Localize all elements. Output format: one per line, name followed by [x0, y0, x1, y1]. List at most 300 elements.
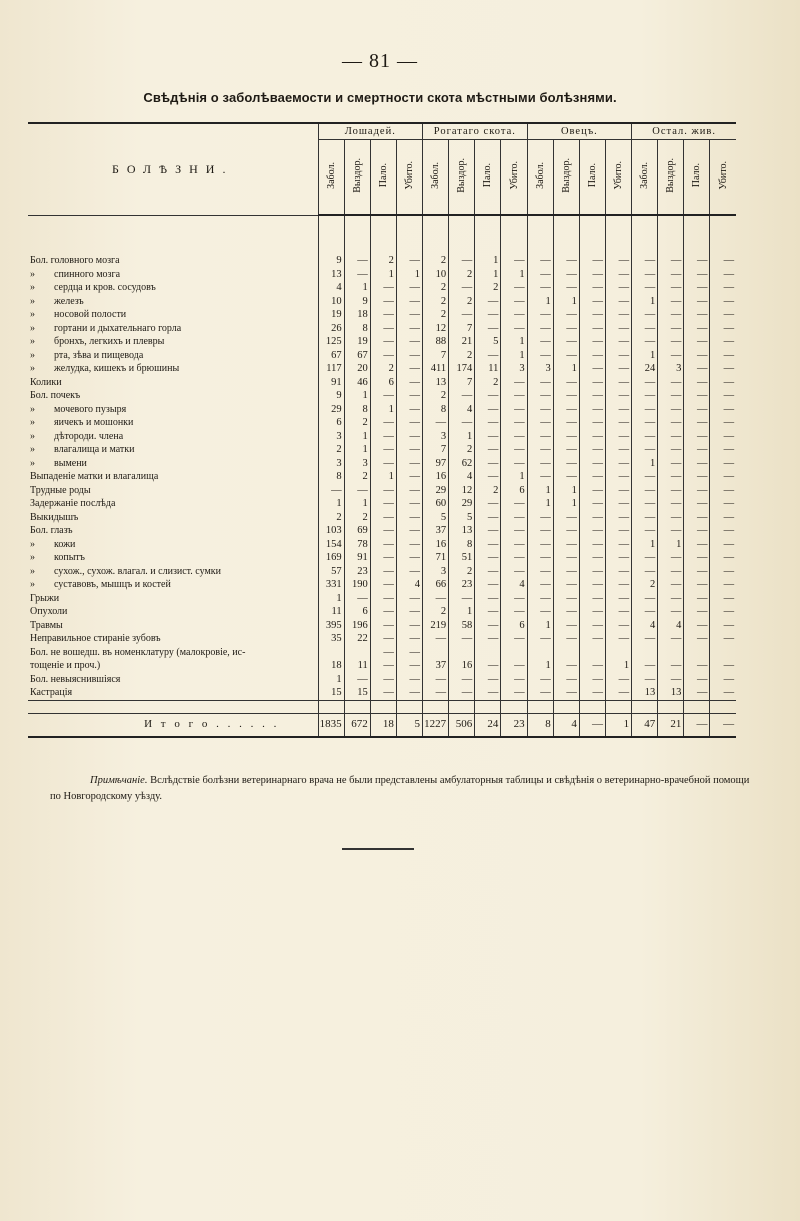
disease-name: Задержаніе послѣда — [30, 498, 116, 509]
sub-header — [579, 140, 605, 216]
value-cell: 18 — [318, 659, 344, 673]
disease-name-cell — [28, 362, 318, 376]
value-cell: — — [553, 578, 579, 592]
value-cell — [658, 646, 684, 660]
value-cell: — — [449, 673, 475, 687]
value-cell: — — [475, 403, 501, 417]
total-value-cell: 1835 — [318, 713, 344, 737]
value-cell: — — [710, 551, 736, 565]
table-row — [28, 254, 736, 268]
value-cell: 2 — [344, 470, 370, 484]
value-cell: — — [501, 254, 527, 268]
value-cell: — — [475, 538, 501, 552]
value-cell: — — [553, 592, 579, 606]
disease-name-cell — [28, 268, 318, 282]
ditto-mark: » — [30, 417, 35, 428]
ditto-mark: » — [30, 322, 35, 334]
value-cell: — — [658, 443, 684, 457]
value-cell: — — [423, 686, 449, 700]
total-value-cell: 1 — [605, 713, 631, 737]
sub-header — [423, 140, 449, 216]
value-cell: — — [475, 632, 501, 646]
value-cell: — — [579, 362, 605, 376]
value-cell: — — [605, 686, 631, 700]
sub-header — [449, 140, 475, 216]
value-cell: — — [684, 511, 710, 525]
value-cell: — — [449, 632, 475, 646]
value-cell: 196 — [344, 619, 370, 633]
value-cell: — — [579, 403, 605, 417]
value-cell: 1 — [527, 295, 553, 309]
value-cell: — — [710, 673, 736, 687]
value-cell — [684, 646, 710, 660]
table-row — [28, 565, 736, 579]
value-cell: — — [684, 524, 710, 538]
value-cell: 169 — [318, 551, 344, 565]
value-cell: 13 — [423, 376, 449, 390]
disease-name-cell — [28, 403, 318, 417]
value-cell: — — [553, 470, 579, 484]
value-cell: — — [710, 389, 736, 403]
value-cell — [710, 646, 736, 660]
value-cell: — — [449, 592, 475, 606]
value-cell: — — [423, 416, 449, 430]
value-cell: 16 — [423, 470, 449, 484]
value-cell: — — [553, 538, 579, 552]
value-cell: — — [632, 511, 658, 525]
sub-header-label: Пало. — [377, 163, 389, 188]
value-cell: 1 — [658, 538, 684, 552]
value-cell: — — [370, 659, 396, 673]
value-cell: 13 — [632, 686, 658, 700]
value-cell: — — [710, 659, 736, 673]
value-cell: — — [396, 457, 422, 471]
value-cell: — — [396, 403, 422, 417]
sub-header-label: Забол. — [534, 162, 546, 189]
ditto-mark: » — [30, 552, 35, 563]
value-cell: 1 — [370, 403, 396, 417]
table-row — [28, 281, 736, 295]
value-cell: 154 — [318, 538, 344, 552]
value-cell: 2 — [423, 308, 449, 322]
value-cell: 117 — [318, 362, 344, 376]
ditto-mark: » — [30, 363, 35, 374]
value-cell: — — [527, 416, 553, 430]
value-cell: 3 — [423, 565, 449, 579]
value-cell: 1 — [632, 295, 658, 309]
value-cell: — — [449, 389, 475, 403]
ditto-mark: » — [30, 538, 35, 550]
value-cell: — — [475, 659, 501, 673]
value-cell: — — [579, 565, 605, 579]
disease-name-cell — [28, 484, 318, 498]
disease-name: Колики — [30, 376, 62, 388]
value-cell: — — [579, 443, 605, 457]
value-cell: — — [684, 659, 710, 673]
sub-header-label: Пало. — [586, 163, 598, 188]
value-cell: 57 — [318, 565, 344, 579]
value-cell: — — [579, 376, 605, 390]
value-cell: — — [396, 349, 422, 363]
disease-name: Кастрація — [30, 687, 73, 698]
value-cell: — — [579, 605, 605, 619]
value-cell: 5 — [423, 511, 449, 525]
total-value-cell: — — [579, 713, 605, 737]
disease-name: сердца и кров. сосудовъ — [54, 282, 156, 293]
value-cell: 2 — [449, 349, 475, 363]
value-cell: — — [475, 592, 501, 606]
value-cell: — — [684, 565, 710, 579]
value-cell: — — [579, 578, 605, 592]
value-cell: — — [370, 646, 396, 660]
spacer-row — [28, 215, 736, 254]
value-cell: 4 — [658, 619, 684, 633]
value-cell: 125 — [318, 335, 344, 349]
value-cell: — — [501, 457, 527, 471]
sub-header-label: Убито. — [717, 161, 729, 190]
group-header-row — [28, 123, 736, 140]
value-cell: — — [370, 335, 396, 349]
value-cell: 6 — [501, 484, 527, 498]
value-cell: — — [475, 578, 501, 592]
value-cell: — — [658, 673, 684, 687]
value-cell: — — [605, 322, 631, 336]
value-cell: 2 — [632, 578, 658, 592]
value-cell: 1 — [527, 659, 553, 673]
value-cell: — — [605, 335, 631, 349]
value-cell: — — [632, 430, 658, 444]
value-cell: 71 — [423, 551, 449, 565]
value-cell: 395 — [318, 619, 344, 633]
table-row — [28, 551, 736, 565]
disease-name-cell — [28, 416, 318, 430]
disease-name-cell — [28, 457, 318, 471]
value-cell: — — [527, 686, 553, 700]
value-cell: — — [632, 416, 658, 430]
value-cell: 1 — [527, 497, 553, 511]
disease-name: Бол. невыяснившіяся — [30, 673, 121, 685]
value-cell: 12 — [449, 484, 475, 498]
value-cell: — — [684, 335, 710, 349]
value-cell: — — [527, 376, 553, 390]
value-cell: — — [658, 578, 684, 592]
value-cell: 2 — [344, 416, 370, 430]
value-cell: 11 — [475, 362, 501, 376]
value-cell: — — [449, 281, 475, 295]
value-cell: — — [710, 430, 736, 444]
value-cell: — — [396, 416, 422, 430]
page-number: — 81 — — [342, 50, 418, 72]
value-cell: — — [475, 308, 501, 322]
value-cell: — — [396, 470, 422, 484]
value-cell: — — [632, 254, 658, 268]
value-cell: — — [710, 511, 736, 525]
table-row — [28, 659, 736, 673]
spacer-row — [28, 700, 736, 713]
table-row — [28, 538, 736, 552]
value-cell — [527, 646, 553, 660]
total-value-cell: — — [684, 713, 710, 737]
value-cell: — — [423, 592, 449, 606]
value-cell: — — [632, 470, 658, 484]
disease-name-cell — [28, 497, 318, 511]
value-cell: 5 — [475, 335, 501, 349]
value-cell: — — [710, 565, 736, 579]
disease-name: спинного мозга — [54, 268, 121, 280]
value-cell: — — [370, 389, 396, 403]
value-cell: — — [579, 470, 605, 484]
value-cell: — — [396, 565, 422, 579]
value-cell: — — [632, 673, 658, 687]
value-cell: 2 — [423, 254, 449, 268]
value-cell: — — [658, 605, 684, 619]
value-cell: — — [632, 281, 658, 295]
value-cell: — — [449, 308, 475, 322]
value-cell: 1 — [396, 268, 422, 282]
value-cell: 2 — [449, 295, 475, 309]
value-cell: — — [605, 389, 631, 403]
value-cell: — — [632, 322, 658, 336]
value-cell: 58 — [449, 619, 475, 633]
disease-name: Бол. почекъ — [30, 390, 81, 401]
table-row — [28, 416, 736, 430]
disease-name: кожи — [54, 538, 76, 550]
value-cell: — — [684, 281, 710, 295]
value-cell: 3 — [501, 362, 527, 376]
table-row — [28, 268, 736, 282]
value-cell: — — [553, 389, 579, 403]
value-cell: — — [579, 551, 605, 565]
value-cell: — — [605, 416, 631, 430]
value-cell: — — [553, 511, 579, 525]
value-cell: — — [370, 484, 396, 498]
disease-name: рта, зѣва и пищевода — [54, 349, 144, 361]
disease-name-cell — [28, 349, 318, 363]
value-cell: 88 — [423, 335, 449, 349]
value-cell: 2 — [475, 484, 501, 498]
value-cell: 13 — [658, 686, 684, 700]
value-cell: — — [527, 268, 553, 282]
value-cell: — — [527, 254, 553, 268]
value-cell: — — [475, 349, 501, 363]
value-cell: — — [553, 268, 579, 282]
value-cell: 6 — [370, 376, 396, 390]
value-cell: — — [658, 659, 684, 673]
morbidity-table — [28, 122, 736, 738]
disease-name-cell — [28, 524, 318, 538]
value-cell: — — [579, 416, 605, 430]
value-cell: — — [396, 538, 422, 552]
value-cell: 1 — [527, 619, 553, 633]
value-cell: 2 — [423, 295, 449, 309]
value-cell: 2 — [449, 443, 475, 457]
disease-name: мочевого пузыря — [54, 403, 127, 415]
value-cell: — — [632, 389, 658, 403]
value-cell: — — [684, 457, 710, 471]
value-cell: — — [710, 457, 736, 471]
value-cell: — — [396, 497, 422, 511]
value-cell: — — [579, 659, 605, 673]
value-cell: — — [632, 268, 658, 282]
value-cell: 2 — [423, 605, 449, 619]
table-row — [28, 632, 736, 646]
value-cell: — — [710, 254, 736, 268]
value-cell: — — [632, 403, 658, 417]
disease-name: Неправильное стираніе зубовъ — [30, 633, 161, 644]
value-cell: 19 — [318, 308, 344, 322]
value-cell: — — [632, 524, 658, 538]
value-cell: 1 — [527, 484, 553, 498]
value-cell: 1 — [370, 470, 396, 484]
value-cell: — — [632, 551, 658, 565]
table-row — [28, 605, 736, 619]
value-cell: 4 — [449, 470, 475, 484]
value-cell: — — [658, 632, 684, 646]
ditto-mark: » — [30, 444, 35, 455]
total-value-cell: 672 — [344, 713, 370, 737]
disease-name-cell — [28, 254, 318, 268]
value-cell: — — [605, 443, 631, 457]
value-cell: — — [553, 376, 579, 390]
sub-header — [370, 140, 396, 216]
value-cell: — — [684, 268, 710, 282]
value-cell: — — [605, 578, 631, 592]
value-cell: — — [475, 430, 501, 444]
value-cell: — — [658, 295, 684, 309]
value-cell: — — [475, 416, 501, 430]
value-cell: — — [710, 322, 736, 336]
value-cell: — — [553, 416, 579, 430]
value-cell: — — [553, 551, 579, 565]
value-cell: — — [684, 389, 710, 403]
value-cell: — — [501, 565, 527, 579]
value-cell: — — [501, 443, 527, 457]
value-cell: 331 — [318, 578, 344, 592]
value-cell: — — [684, 632, 710, 646]
value-cell: — — [527, 551, 553, 565]
table-row — [28, 578, 736, 592]
value-cell: 411 — [423, 362, 449, 376]
table-row — [28, 619, 736, 633]
value-cell: — — [684, 497, 710, 511]
value-cell: — — [396, 524, 422, 538]
sub-header — [501, 140, 527, 216]
table-row — [28, 430, 736, 444]
disease-name-cell — [28, 619, 318, 633]
value-cell: — — [658, 403, 684, 417]
value-cell: 21 — [449, 335, 475, 349]
value-cell: 7 — [423, 349, 449, 363]
value-cell: — — [527, 538, 553, 552]
value-cell: — — [658, 470, 684, 484]
value-cell: — — [605, 592, 631, 606]
value-cell: — — [501, 511, 527, 525]
sub-header-label: Забол. — [325, 162, 337, 189]
sub-header — [553, 140, 579, 216]
value-cell: — — [710, 619, 736, 633]
table-row — [28, 646, 736, 660]
value-cell: — — [527, 470, 553, 484]
value-cell: — — [396, 322, 422, 336]
value-cell: — — [396, 389, 422, 403]
value-cell: — — [605, 349, 631, 363]
value-cell: 29 — [449, 497, 475, 511]
value-cell: — — [605, 295, 631, 309]
value-cell: 51 — [449, 551, 475, 565]
value-cell: 2 — [370, 362, 396, 376]
value-cell: — — [501, 308, 527, 322]
value-cell: — — [527, 592, 553, 606]
disease-name: железъ — [54, 295, 84, 307]
total-value-cell: 506 — [449, 713, 475, 737]
value-cell: — — [553, 308, 579, 322]
value-cell: — — [527, 605, 553, 619]
value-cell: 2 — [475, 376, 501, 390]
disease-name-cell — [28, 470, 318, 484]
value-cell: 91 — [318, 376, 344, 390]
value-cell: — — [579, 619, 605, 633]
value-cell: — — [370, 511, 396, 525]
value-cell: — — [396, 659, 422, 673]
value-cell: 1 — [501, 349, 527, 363]
sub-header — [396, 140, 422, 216]
sub-header-label: Выздор. — [351, 158, 363, 193]
value-cell: — — [658, 268, 684, 282]
value-cell: — — [684, 578, 710, 592]
value-cell: — — [370, 551, 396, 565]
value-cell: — — [658, 376, 684, 390]
value-cell: — — [605, 524, 631, 538]
value-cell: — — [475, 551, 501, 565]
value-cell: — — [553, 430, 579, 444]
value-cell: 4 — [318, 281, 344, 295]
value-cell: — — [396, 686, 422, 700]
value-cell — [501, 646, 527, 660]
value-cell: — — [396, 551, 422, 565]
value-cell: 4 — [632, 619, 658, 633]
value-cell: — — [658, 511, 684, 525]
table-row — [28, 457, 736, 471]
value-cell: — — [344, 484, 370, 498]
value-cell: 15 — [318, 686, 344, 700]
disease-name-cell — [28, 335, 318, 349]
value-cell: 4 — [501, 578, 527, 592]
value-cell: — — [684, 322, 710, 336]
value-cell: — — [658, 416, 684, 430]
table-row — [28, 295, 736, 309]
value-cell: — — [449, 254, 475, 268]
value-cell: 26 — [318, 322, 344, 336]
table-row — [28, 511, 736, 525]
value-cell: — — [579, 295, 605, 309]
sub-header-label: Пало. — [691, 163, 703, 188]
value-cell: 8 — [344, 322, 370, 336]
value-cell: 91 — [344, 551, 370, 565]
total-value-cell: 21 — [658, 713, 684, 737]
value-cell: — — [684, 673, 710, 687]
value-cell: — — [632, 605, 658, 619]
value-cell: 1 — [344, 443, 370, 457]
value-cell: — — [527, 322, 553, 336]
disease-name-cell — [28, 322, 318, 336]
value-cell: 219 — [423, 619, 449, 633]
closing-rule — [342, 848, 414, 850]
value-cell: — — [605, 565, 631, 579]
ditto-mark: » — [30, 268, 35, 280]
value-cell: — — [605, 619, 631, 633]
value-cell: — — [370, 308, 396, 322]
sub-header — [344, 140, 370, 216]
